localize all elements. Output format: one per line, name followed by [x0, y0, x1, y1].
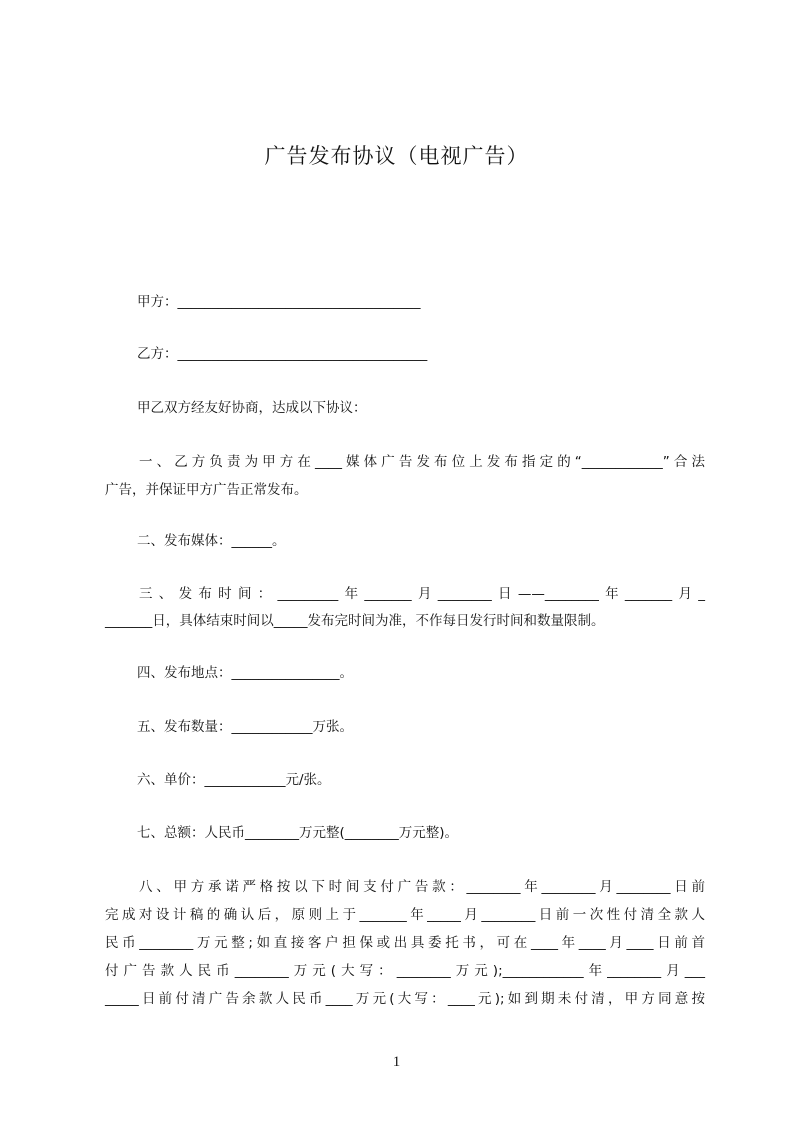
clause-8-text: _____日前付清广告余款人民币____万元(大写：____元);如到期未付清，甲方同意按: [105, 991, 705, 1007]
clause-8-text: 八、甲方承诺严格按以下时间支付广告款：________年________月________日前: [139, 879, 705, 895]
document-title: 广告发布协议（电视广告）: [264, 144, 529, 168]
party-b-line: 乙方：_____________________________________: [137, 346, 428, 362]
clause-1-line-1: 一、乙方负责为甲方在____媒体广告发布位上发布指定的“____________”合法: [139, 454, 705, 470]
clause-8-text: 付广告款人民币________万元(大写：________万元);____________年________月___: [105, 963, 705, 979]
intro-text: 甲乙双方经友好协商，达成以下协议：: [137, 400, 367, 416]
clause-4: 四、发布地点：________________。: [137, 665, 353, 681]
clause-1-line-2: 广告，并保证甲方广告正常发布。: [105, 482, 308, 498]
clause-8-text: 完成对设计稿的确认后，原则上于_______年_____月________日前一次性付清全款人: [105, 907, 705, 923]
clause-3-line-1: 三、发布时间：_________年_______月________日——________年_______月_: [139, 586, 705, 602]
clause-3-line-2: _______日，具体结束时间以_____发布完时间为准，不作每日发行时间和数量限制。: [105, 613, 605, 629]
party-a-line: 甲方：____________________________________: [137, 294, 421, 310]
clause-2: 二、发布媒体：______。: [137, 533, 286, 549]
clause-5: 五、发布数量：____________万张。: [137, 719, 353, 735]
clause-8-text: 民币________万元整;如直接客户担保或出具委托书，可在____年____月____日前首: [105, 935, 705, 951]
clause-8-line-5: [105, 983, 705, 1015]
clause-6: 六、单价：____________元/张。: [137, 772, 331, 788]
page-number: 1: [392, 1054, 401, 1070]
clause-7: 七、总额：人民币________万元整(________万元整)。: [137, 825, 459, 841]
